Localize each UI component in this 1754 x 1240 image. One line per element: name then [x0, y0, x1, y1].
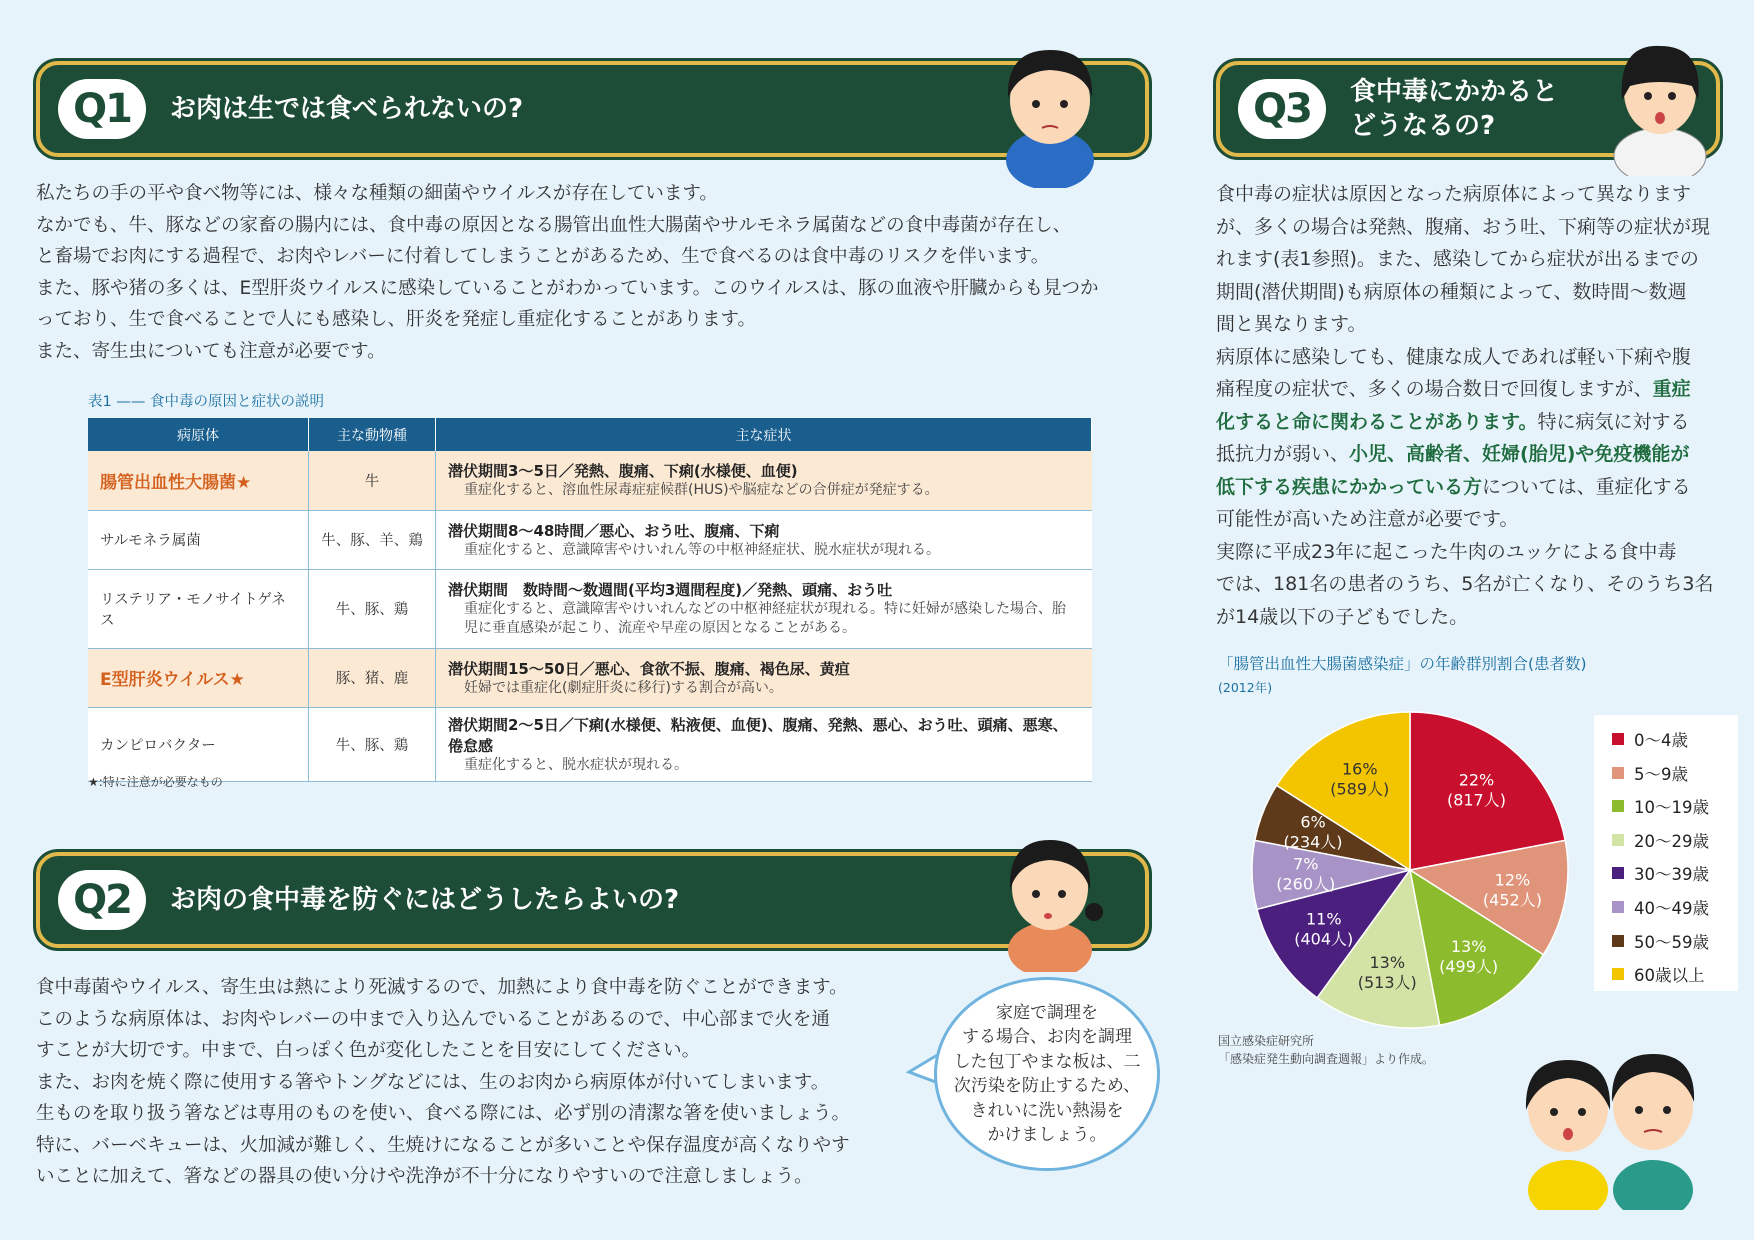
q1-body [36, 178, 1146, 367]
q3-line [1216, 373, 1736, 406]
legend-label: 20〜29歳 [1634, 831, 1709, 851]
q3-line: が14歳以下の子どもでした。 [1216, 605, 1469, 628]
pathogen-name: 腸管出血性大腸菌★ [88, 451, 309, 510]
slice-count-label: (234人) [1283, 832, 1343, 852]
q3-line [1216, 438, 1736, 471]
slice-percent-label: 13% [1369, 952, 1406, 972]
pathogen-name: E型肝炎ウイルス★ [88, 648, 309, 707]
q2-line: いことに加えて、箸などの器具の使い分けや洗浄が不十分になりやすいので注意しましょう。 [36, 1166, 813, 1187]
slice-percent-label: 16% [1341, 759, 1378, 779]
slice-percent-label: 13% [1450, 937, 1487, 957]
q3-line: 期間(潜伏期間)も病原体の種類によって、数時間〜数週 [1216, 280, 1687, 303]
symptom-main: 潜伏期間15〜50日／悪心、食欲不振、腹痛、褐色尿、黄疸 [448, 659, 850, 678]
symptom-note: 重症化すると、意識障害やけいれん等の中枢神経症状、脱水症状が現れる。 [464, 541, 940, 558]
slice-percent-label: 6% [1300, 812, 1326, 832]
animal-species: 牛、豚、鶏 [309, 569, 436, 648]
legend-item [1612, 727, 1688, 751]
q1-title: お肉は生では食べられないの? [170, 94, 524, 124]
girl-worried-illustration [990, 812, 1110, 972]
legend-swatch [1612, 968, 1624, 980]
slice-count-label: (499人) [1439, 957, 1499, 977]
table-footnote: ★:特に注意が必要なもの [88, 775, 223, 789]
q1-line: と畜場でお肉にする過程で、お肉やレバーに付着してしまうことがあるため、生で食べるのは食中毒のリスクを伴います。 [36, 246, 1050, 267]
children-illustration [1508, 1030, 1708, 1210]
legend-label: 5〜9歳 [1634, 764, 1688, 784]
table-header: 病原体 [88, 418, 309, 451]
q3-text: 特に病気に対する [1537, 410, 1690, 433]
slice-percent-label: 11% [1305, 909, 1342, 929]
bubble-line: した包丁やまな板は、二 [953, 1051, 1141, 1072]
q1-line: 私たちの手の平や食べ物等には、様々な種類の細菌やウイルスが存在しています。 [36, 183, 718, 204]
symptom-note: 妊婦では重症化(劇症肝炎に移行)する割合が高い。 [464, 679, 783, 696]
q2-line: このような病原体は、お肉やレバーの中まで入り込んでいることがあるので、中心部まで火を通 [36, 1008, 830, 1030]
q2-line: 特に、バーベキューは、火加減が難しく、生焼けになることが多いことや保存温度が高くなりやす [36, 1134, 850, 1156]
legend-swatch [1612, 867, 1624, 879]
q2-badge: Q2 [58, 870, 146, 930]
q2-line: 食中毒菌やウイルス、寄生虫は熱により死滅するので、加熱により食中毒を防ぐことができます。 [36, 977, 848, 998]
q3-line: 実際に平成23年に起こった牛肉のユッケによる食中毒 [1216, 540, 1677, 563]
q3-title-line: どうなるの? [1350, 111, 1496, 141]
legend-label: 50〜59歳 [1634, 932, 1709, 952]
legend-swatch [1612, 733, 1624, 745]
symptom-cell [436, 451, 1092, 510]
q3-line: 可能性が高いため注意が必要です。 [1216, 508, 1519, 530]
q3-title-line: 食中毒にかかると [1350, 77, 1559, 107]
q3-line: では、181名の患者のうち、5名が亡くなり、そのうち3名 [1216, 573, 1714, 595]
pie-chart [1240, 700, 1580, 1040]
q3-highlight: 化すると命に関わることがあります。 [1216, 410, 1538, 433]
symptom-note: 重症化すると、意識障害やけいれんなどの中枢神経症状が現れる。特に妊婦が感染した場合、胎児に垂直感染が起こり、流産や早産の原因となることがある。 [464, 601, 1066, 636]
symptom-note: 重症化すると、溶血性尿毒症症候群(HUS)や脳症などの合併症が発症する。 [464, 482, 939, 499]
pathogen-name: リステリア・モノサイトゲネス [88, 569, 309, 648]
q1-banner [36, 61, 1149, 157]
q3-body [1216, 178, 1736, 633]
symptom-main: 潜伏期間3〜5日／発熱、腹痛、下痢(水様便、血便) [448, 462, 798, 481]
q2-banner [36, 852, 1149, 948]
q1-line: また、寄生虫についても注意が必要です。 [36, 340, 386, 362]
slice-count-label: (260人) [1276, 874, 1336, 894]
q3-text: については、重症化する [1482, 475, 1691, 498]
table-row [88, 648, 1092, 707]
legend-item [1612, 895, 1709, 919]
q3-highlight: 重症 [1652, 378, 1691, 400]
bubble-line: 次汚染を防止するため、 [953, 1076, 1141, 1096]
q2-line: また、お肉を焼く際に使用する箸やトングなどには、生のお肉から病原体が付いてしまいます。 [36, 1071, 830, 1093]
legend-label: 10〜19歳 [1634, 798, 1709, 818]
q2-line: すことが大切です。中まで、白っぽく色が変化したことを目安にしてください。 [36, 1040, 701, 1061]
slice-count-label: (404人) [1294, 929, 1354, 949]
symptom-main: 潜伏期間2〜5日／下痢(水様便、粘液便、血便)、腹痛、発熱、悪心、おう吐、頭痛、悪寒、倦怠感 [448, 715, 1068, 755]
bubble-line: きれいに洗い熱湯を [970, 1100, 1124, 1121]
table-row [88, 707, 1092, 781]
bubble-line: かけましょう。 [987, 1125, 1107, 1145]
slice-percent-label: 7% [1293, 854, 1319, 874]
pathogen-name: サルモネラ属菌 [88, 510, 309, 569]
table-row [88, 451, 1092, 510]
q3-badge: Q3 [1238, 79, 1326, 139]
chart-source [1218, 1032, 1434, 1068]
symptom-note: 重症化すると、脱水症状が現れる。 [464, 756, 688, 773]
table-caption: 表1 —— 食中毒の原因と症状の説明 [88, 394, 324, 410]
boy-thinking-illustration [990, 28, 1110, 188]
legend-swatch [1612, 901, 1624, 913]
q3-line: が、多くの場合は発熱、腹痛、おう吐、下痢等の症状が現 [1216, 215, 1711, 238]
legend-swatch [1612, 767, 1624, 779]
slice-count-label: (589人) [1330, 779, 1390, 799]
chart-title: 「腸管出血性大腸菌感染症」の年齢群別割合(患者数) [1218, 655, 1587, 673]
q3-line: 病原体に感染しても、健康な成人であれば軽い下痢や腹 [1216, 345, 1692, 368]
doctor-illustration [1600, 26, 1720, 176]
pathogen-table [88, 418, 1092, 782]
legend-label: 0〜4歳 [1634, 731, 1688, 750]
slice-count-label: (452人) [1482, 890, 1542, 910]
table-row [88, 569, 1092, 648]
q1-line: なかでも、牛、豚などの家畜の腸内には、食中毒の原因となる腸管出血性大腸菌やサルモネラ属菌などの食中毒菌が存在し、 [36, 214, 1072, 236]
table-header: 主な動物種 [309, 418, 436, 451]
bubble-line: する場合、お肉を調理 [962, 1027, 1132, 1047]
chart-legend [1594, 715, 1738, 991]
table-header: 主な症状 [436, 418, 1092, 451]
animal-species: 牛 [309, 451, 436, 510]
slice-count-label: (817人) [1446, 790, 1506, 810]
symptom-cell [436, 648, 1092, 707]
legend-label: 40〜49歳 [1634, 899, 1709, 918]
q1-badge: Q1 [58, 79, 146, 139]
legend-swatch [1612, 935, 1624, 947]
slice-percent-label: 22% [1458, 770, 1495, 790]
source-line: 「感染症発生動向調査週報」より作成。 [1218, 1052, 1435, 1066]
q2-body [36, 972, 916, 1193]
q3-line: れます(表1参照)。また、感染してから症状が出るまでの [1216, 248, 1699, 270]
q1-line: また、豚や猪の多くは、E型肝炎ウイルスに感染していることがわかっています。このウイルスは、豚の血液や肝臓からも見つか [36, 277, 1099, 299]
source-line: 国立感染症研究所 [1218, 1034, 1315, 1048]
q3-line [1216, 406, 1736, 439]
chart-subtitle: (2012年) [1218, 680, 1273, 695]
q1-line: っており、生で食べることで人にも感染し、肝炎を発症し重症化することがあります。 [36, 309, 757, 330]
bubble-line: 家庭で調理を [996, 1002, 1098, 1023]
symptom-cell [436, 510, 1092, 569]
symptom-main: 潜伏期間8〜48時間／悪心、おう吐、腹痛、下痢 [448, 521, 780, 540]
pathogen-name: カンピロバクター [88, 707, 309, 781]
q3-line [1216, 471, 1736, 504]
symptom-cell [436, 569, 1092, 648]
animal-species: 豚、猪、鹿 [309, 648, 436, 707]
legend-item [1612, 828, 1709, 852]
q3-line: 食中毒の症状は原因となった病原体によって異なります [1216, 183, 1692, 205]
speech-bubble [934, 977, 1160, 1171]
legend-item [1612, 929, 1709, 953]
slice-count-label: (513人) [1357, 972, 1417, 992]
symptom-main: 潜伏期間 数時間〜数週間(平均3週間程度)／発熱、頭痛、おう吐 [448, 581, 893, 599]
legend-swatch [1612, 834, 1624, 846]
animal-species: 牛、豚、羊、鶏 [309, 510, 436, 569]
animal-species: 牛、豚、鶏 [309, 707, 436, 781]
legend-item [1612, 861, 1709, 885]
q3-line: 間と異なります。 [1216, 313, 1367, 335]
q3-highlight: 小児、高齢者、妊婦(胎児)や免疫機能が [1349, 443, 1690, 465]
legend-label: 60歳以上 [1634, 966, 1705, 986]
q2-title: お肉の食中毒を防ぐにはどうしたらよいの? [170, 885, 680, 915]
legend-swatch [1612, 800, 1624, 812]
legend-label: 30〜39歳 [1634, 865, 1709, 885]
table-row [88, 510, 1092, 569]
q3-text: 抵抗力が弱い、 [1216, 443, 1350, 465]
q3-highlight: 低下する疾患にかかっている方 [1216, 475, 1483, 498]
legend-item [1612, 794, 1709, 818]
q3-title [1350, 75, 1558, 143]
legend-item [1612, 761, 1688, 785]
legend-item [1612, 962, 1705, 986]
q3-text: 痛程度の症状で、多くの場合数日で回復しますが、 [1216, 378, 1653, 400]
symptom-cell [436, 707, 1092, 781]
q2-line: 生ものを取り扱う箸などは専用のものを使い、食べる際には、必ず別の清潔な箸を使いましょう。 [36, 1103, 851, 1124]
slice-percent-label: 12% [1494, 870, 1531, 890]
